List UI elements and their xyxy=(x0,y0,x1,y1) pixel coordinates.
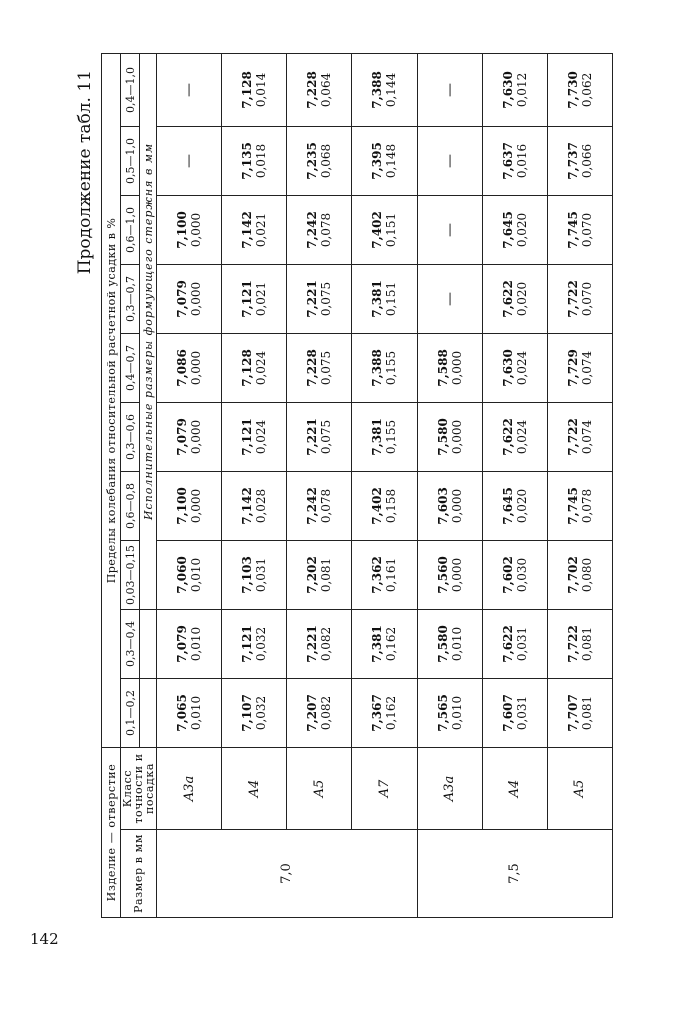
nominal-value: 7,630 xyxy=(500,349,515,387)
deviation-value: 0,151 xyxy=(384,281,399,317)
value-cell xyxy=(482,53,547,126)
nominal-value: 7,202 xyxy=(305,556,320,594)
value-cell xyxy=(482,126,547,195)
deviation-value: 0,020 xyxy=(514,212,529,248)
deviation-value: 0,082 xyxy=(319,695,334,731)
nominal-value: 7,128 xyxy=(240,71,255,109)
nominal-value: 7,622 xyxy=(500,418,515,456)
value-cell xyxy=(157,540,222,609)
deviation-value: 0,158 xyxy=(384,488,399,524)
deviation-value: 0,000 xyxy=(189,419,204,455)
nominal-value: 7,722 xyxy=(565,418,580,456)
deviation-value: 0,018 xyxy=(254,143,269,179)
deviation-value: 0,024 xyxy=(514,419,529,455)
header-class: Класс точности и посадка xyxy=(121,747,157,829)
class-cell: A4 xyxy=(222,747,287,829)
range-header: 0,6—1,0 xyxy=(121,195,140,264)
value-cell xyxy=(157,609,222,678)
deviation-value: 0,020 xyxy=(514,281,529,317)
deviation-value: 0,031 xyxy=(514,695,529,731)
value-cell xyxy=(417,678,482,747)
deviation-value: 0,010 xyxy=(189,695,204,731)
deviation-value: 0,000 xyxy=(189,212,204,248)
value-cell xyxy=(547,471,612,540)
nominal-value: 7,388 xyxy=(370,71,385,109)
deviation-value: 0,016 xyxy=(514,143,529,179)
value-cell xyxy=(222,264,287,333)
deviation-value: 0,068 xyxy=(319,143,334,179)
deviation-value: 0,078 xyxy=(319,212,334,248)
deviation-value: 0,074 xyxy=(579,350,594,386)
nominal-value: 7,103 xyxy=(240,556,255,594)
value-cell xyxy=(417,333,482,402)
deviation-value: 0,012 xyxy=(514,72,529,108)
deviation-value: 0,074 xyxy=(579,419,594,455)
deviation-value: 0,000 xyxy=(449,350,464,386)
range-header: 0,4—0,7 xyxy=(121,333,140,402)
value-cell xyxy=(222,53,287,126)
table-row xyxy=(222,53,287,917)
value-cell xyxy=(417,471,482,540)
page-number: 142 xyxy=(30,930,59,948)
nominal-value: 7,729 xyxy=(565,349,580,387)
deviation-value: 0,082 xyxy=(319,626,334,662)
header-limits: Пределы колебания относительной расчетной усадки в % xyxy=(102,53,121,747)
range-header: 0,5—1,0 xyxy=(121,126,140,195)
header-size: Размер в мм xyxy=(121,830,157,918)
deviation-value: 0,028 xyxy=(254,488,269,524)
nominal-value: 7,228 xyxy=(305,71,320,109)
value-cell xyxy=(222,540,287,609)
deviation-value: 0,010 xyxy=(189,557,204,593)
nominal-value: 7,367 xyxy=(370,694,385,732)
value-cell xyxy=(352,678,417,747)
deviation-value: 0,144 xyxy=(384,72,399,108)
value-cell xyxy=(287,540,352,609)
deviation-value: 0,032 xyxy=(254,695,269,731)
deviation-value: 0,162 xyxy=(384,695,399,731)
nominal-value: 7,235 xyxy=(305,142,320,180)
deviation-value: 0,161 xyxy=(384,557,399,593)
deviation-value: 0,075 xyxy=(319,281,334,317)
value-cell xyxy=(287,53,352,126)
value-cell xyxy=(547,540,612,609)
deviation-value: 0,155 xyxy=(384,350,399,386)
deviation-value: 0,000 xyxy=(449,419,464,455)
class-cell: A3a xyxy=(157,747,222,829)
nominal-value: 7,745 xyxy=(565,211,580,249)
nominal-value: 7,580 xyxy=(435,418,450,456)
deviation-value: 0,075 xyxy=(319,350,334,386)
value-cell xyxy=(547,53,612,126)
nominal-value: 7,121 xyxy=(240,280,255,318)
nominal-value: 7,707 xyxy=(565,694,580,732)
nominal-value: 7,362 xyxy=(370,556,385,594)
deviation-value: 0,031 xyxy=(254,557,269,593)
value-cell xyxy=(547,333,612,402)
value-cell xyxy=(482,471,547,540)
nominal-value: 7,079 xyxy=(175,625,190,663)
deviation-value: 0,030 xyxy=(514,557,529,593)
class-cell: A5 xyxy=(547,747,612,829)
deviation-value: 0,075 xyxy=(319,419,334,455)
value-cell xyxy=(352,264,417,333)
value-cell xyxy=(417,402,482,471)
value-cell xyxy=(352,471,417,540)
table-row xyxy=(417,53,482,917)
nominal-value: 7,402 xyxy=(370,487,385,525)
deviation-value: 0,000 xyxy=(449,557,464,593)
nominal-value: 7,622 xyxy=(500,280,515,318)
deviation-value: 0,000 xyxy=(189,488,204,524)
deviation-value: 0,010 xyxy=(449,626,464,662)
deviation-value: 0,010 xyxy=(189,626,204,662)
deviation-value: 0,010 xyxy=(449,695,464,731)
range-header: 0,3—0,4 xyxy=(121,609,140,678)
value-cell xyxy=(287,609,352,678)
empty-dash: — xyxy=(181,82,198,97)
deviation-value: 0,080 xyxy=(579,557,594,593)
class-cell: A4 xyxy=(482,747,547,829)
value-cell xyxy=(417,53,482,126)
nominal-value: 7,737 xyxy=(565,142,580,180)
range-header: 0,03—0,15 xyxy=(121,540,140,609)
nominal-value: 7,622 xyxy=(500,625,515,663)
deviation-value: 0,162 xyxy=(384,626,399,662)
value-cell xyxy=(287,264,352,333)
range-header: 0,3—0,7 xyxy=(121,264,140,333)
rotated-page-content xyxy=(75,64,615,918)
nominal-value: 7,381 xyxy=(370,625,385,663)
nominal-value: 7,121 xyxy=(240,625,255,663)
value-cell xyxy=(547,402,612,471)
class-cell: A7 xyxy=(352,747,417,829)
deviation-value: 0,070 xyxy=(579,281,594,317)
deviation-value: 0,020 xyxy=(514,488,529,524)
deviation-value: 0,024 xyxy=(514,350,529,386)
nominal-value: 7,702 xyxy=(565,556,580,594)
value-cell xyxy=(157,471,222,540)
shrinkage-table xyxy=(101,53,613,918)
table-row xyxy=(157,53,222,917)
range-header: 0,1—0,2 xyxy=(121,678,140,747)
value-cell xyxy=(352,195,417,264)
nominal-value: 7,079 xyxy=(175,418,190,456)
table-row xyxy=(547,53,612,917)
deviation-value: 0,021 xyxy=(254,281,269,317)
table-row xyxy=(287,53,352,917)
nominal-value: 7,242 xyxy=(305,211,320,249)
value-cell xyxy=(547,195,612,264)
header-product: Изделие — отверстие xyxy=(102,747,121,917)
deviation-value: 0,081 xyxy=(579,695,594,731)
value-cell xyxy=(222,195,287,264)
table-caption: Продолжение табл. 11 xyxy=(75,70,95,275)
deviation-value: 0,081 xyxy=(579,626,594,662)
value-cell xyxy=(287,333,352,402)
value-cell xyxy=(482,333,547,402)
nominal-value: 7,580 xyxy=(435,625,450,663)
value-cell xyxy=(482,195,547,264)
nominal-value: 7,637 xyxy=(500,142,515,180)
deviation-value: 0,031 xyxy=(514,626,529,662)
nominal-value: 7,086 xyxy=(175,349,190,387)
nominal-value: 7,100 xyxy=(175,487,190,525)
value-cell xyxy=(157,53,222,126)
nominal-value: 7,142 xyxy=(240,487,255,525)
nominal-value: 7,730 xyxy=(565,71,580,109)
nominal-value: 7,588 xyxy=(435,349,450,387)
deviation-value: 0,064 xyxy=(319,72,334,108)
nominal-value: 7,722 xyxy=(565,625,580,663)
table-row xyxy=(482,53,547,917)
nominal-value: 7,565 xyxy=(435,694,450,732)
value-cell xyxy=(222,333,287,402)
value-cell xyxy=(157,264,222,333)
value-cell xyxy=(352,402,417,471)
deviation-value: 0,066 xyxy=(579,143,594,179)
deviation-value: 0,000 xyxy=(189,350,204,386)
value-cell xyxy=(287,678,352,747)
value-cell xyxy=(417,264,482,333)
value-cell xyxy=(417,540,482,609)
range-header: 0,6—0,8 xyxy=(121,471,140,540)
empty-dash: — xyxy=(441,82,458,97)
deviation-value: 0,000 xyxy=(189,281,204,317)
value-cell xyxy=(352,540,417,609)
empty-dash: — xyxy=(441,153,458,168)
deviation-value: 0,070 xyxy=(579,212,594,248)
value-cell xyxy=(222,678,287,747)
deviation-value: 0,081 xyxy=(319,557,334,593)
value-cell xyxy=(287,195,352,264)
nominal-value: 7,079 xyxy=(175,280,190,318)
nominal-value: 7,607 xyxy=(500,694,515,732)
nominal-value: 7,630 xyxy=(500,71,515,109)
nominal-value: 7,381 xyxy=(370,280,385,318)
deviation-value: 0,014 xyxy=(254,72,269,108)
value-cell xyxy=(547,264,612,333)
nominal-value: 7,065 xyxy=(175,694,190,732)
value-cell xyxy=(482,402,547,471)
range-header: 0,3—0,6 xyxy=(121,402,140,471)
deviation-value: 0,078 xyxy=(319,488,334,524)
size-cell: 7,5 xyxy=(417,830,612,918)
value-cell xyxy=(222,609,287,678)
empty-dash: — xyxy=(441,222,458,237)
size-cell: 7,0 xyxy=(157,830,418,918)
header-blank-cell xyxy=(140,678,157,747)
nominal-value: 7,560 xyxy=(435,556,450,594)
value-cell xyxy=(287,402,352,471)
deviation-value: 0,148 xyxy=(384,143,399,179)
deviation-value: 0,024 xyxy=(254,419,269,455)
deviation-value: 0,032 xyxy=(254,626,269,662)
value-cell xyxy=(417,609,482,678)
nominal-value: 7,242 xyxy=(305,487,320,525)
header-exec-sizes: Исполнительные размеры формующего стержня в мм xyxy=(140,53,157,609)
nominal-value: 7,221 xyxy=(305,280,320,318)
nominal-value: 7,745 xyxy=(565,487,580,525)
value-cell xyxy=(287,126,352,195)
nominal-value: 7,645 xyxy=(500,487,515,525)
value-cell xyxy=(547,609,612,678)
deviation-value: 0,151 xyxy=(384,212,399,248)
value-cell xyxy=(352,609,417,678)
empty-dash: — xyxy=(441,291,458,306)
nominal-value: 7,142 xyxy=(240,211,255,249)
value-cell xyxy=(287,471,352,540)
value-cell xyxy=(547,126,612,195)
value-cell xyxy=(222,402,287,471)
value-cell xyxy=(222,126,287,195)
value-cell xyxy=(222,471,287,540)
range-header: 0,4—1,0 xyxy=(121,53,140,126)
nominal-value: 7,402 xyxy=(370,211,385,249)
nominal-value: 7,645 xyxy=(500,211,515,249)
nominal-value: 7,388 xyxy=(370,349,385,387)
value-cell xyxy=(157,195,222,264)
deviation-value: 0,024 xyxy=(254,350,269,386)
deviation-value: 0,155 xyxy=(384,419,399,455)
header-blank-cell xyxy=(140,609,157,678)
nominal-value: 7,060 xyxy=(175,556,190,594)
nominal-value: 7,107 xyxy=(240,694,255,732)
value-cell xyxy=(482,540,547,609)
deviation-value: 0,078 xyxy=(579,488,594,524)
value-cell xyxy=(352,53,417,126)
nominal-value: 7,395 xyxy=(370,142,385,180)
nominal-value: 7,128 xyxy=(240,349,255,387)
table-row xyxy=(352,53,417,917)
nominal-value: 7,221 xyxy=(305,625,320,663)
nominal-value: 7,135 xyxy=(240,142,255,180)
nominal-value: 7,381 xyxy=(370,418,385,456)
value-cell xyxy=(417,126,482,195)
nominal-value: 7,602 xyxy=(500,556,515,594)
value-cell xyxy=(417,195,482,264)
deviation-value: 0,000 xyxy=(449,488,464,524)
nominal-value: 7,722 xyxy=(565,280,580,318)
class-cell: A3a xyxy=(417,747,482,829)
nominal-value: 7,221 xyxy=(305,418,320,456)
empty-dash: — xyxy=(181,153,198,168)
value-cell xyxy=(352,333,417,402)
nominal-value: 7,228 xyxy=(305,349,320,387)
nominal-value: 7,100 xyxy=(175,211,190,249)
nominal-value: 7,603 xyxy=(435,487,450,525)
value-cell xyxy=(352,126,417,195)
value-cell xyxy=(482,609,547,678)
deviation-value: 0,021 xyxy=(254,212,269,248)
value-cell xyxy=(482,264,547,333)
value-cell xyxy=(157,126,222,195)
value-cell xyxy=(157,402,222,471)
value-cell xyxy=(547,678,612,747)
nominal-value: 7,207 xyxy=(305,694,320,732)
value-cell xyxy=(482,678,547,747)
nominal-value: 7,121 xyxy=(240,418,255,456)
value-cell xyxy=(157,678,222,747)
class-cell: A5 xyxy=(287,747,352,829)
deviation-value: 0,062 xyxy=(579,72,594,108)
value-cell xyxy=(157,333,222,402)
